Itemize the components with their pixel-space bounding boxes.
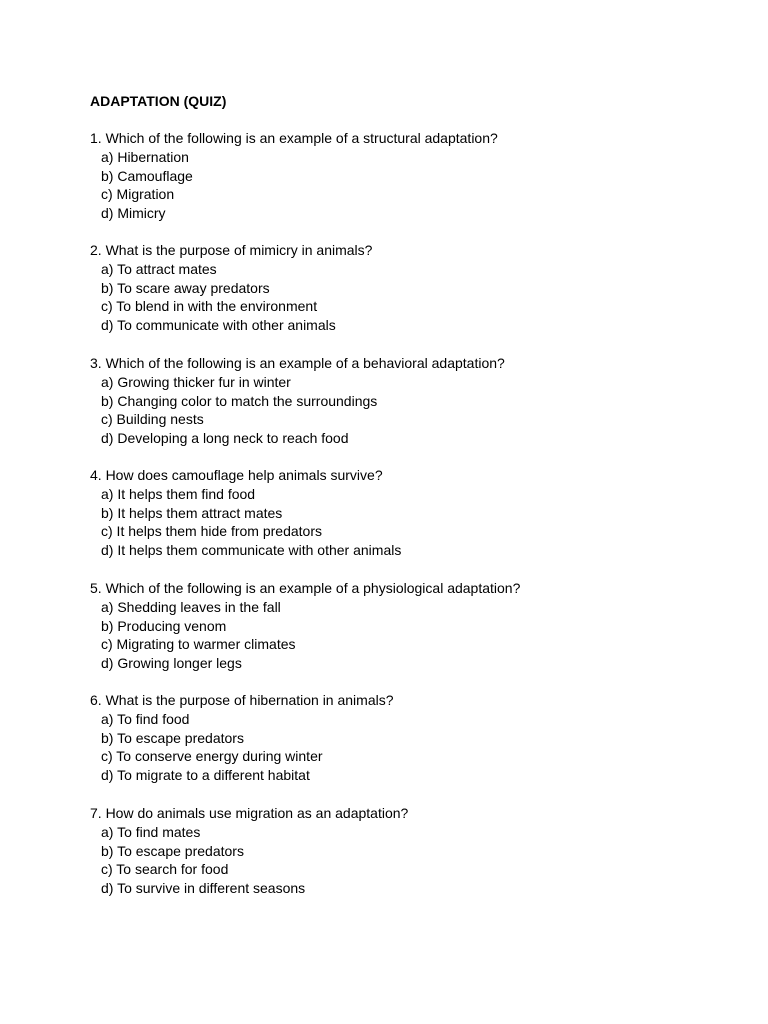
option-d: d) To survive in different seasons: [101, 880, 306, 896]
option-d: d) It helps them communicate with other animals: [101, 542, 402, 558]
options-list: [90, 598, 730, 673]
option-d: d) Developing a long neck to reach food: [101, 430, 349, 446]
question-text: 1. Which of the following is an example of a structural adaptation?: [90, 130, 498, 146]
option-b: b) It helps them attract mates: [101, 504, 283, 521]
option-b: b) Changing color to match the surroundings: [101, 392, 378, 409]
question-block: [90, 579, 730, 673]
option-a: a) Hibernation: [101, 148, 189, 165]
question-block: [90, 129, 730, 223]
options-list: [90, 373, 730, 448]
options-list: [90, 823, 730, 898]
option-b: b) To escape predators: [101, 842, 244, 859]
question-block: [90, 691, 730, 785]
option-c: c) Migration: [101, 186, 175, 203]
question-text: 2. What is the purpose of mimicry in animals?: [90, 242, 373, 258]
question-block: [90, 241, 730, 335]
option-c: c) Building nests: [101, 411, 204, 428]
option-c: c) To blend in with the environment: [101, 298, 318, 315]
question-text: 5. Which of the following is an example of a physiological adaptation?: [90, 580, 521, 596]
question-text: 3. Which of the following is an example of a behavioral adaptation?: [90, 355, 505, 371]
question-text: 6. What is the purpose of hibernation in animals?: [90, 692, 394, 708]
options-list: [90, 148, 730, 223]
question-text: 4. How does camouflage help animals survive?: [90, 467, 383, 483]
question-block: [90, 354, 730, 448]
option-c: c) To conserve energy during winter: [101, 748, 323, 765]
options-list: [90, 710, 730, 785]
question-block: [90, 466, 730, 560]
option-d: d) Growing longer legs: [101, 655, 242, 671]
options-list: [90, 260, 730, 335]
option-b: b) To scare away predators: [101, 279, 270, 296]
option-a: a) To attract mates: [101, 260, 217, 277]
option-b: b) Camouflage: [101, 167, 193, 184]
option-c: c) Migrating to warmer climates: [101, 636, 296, 653]
quiz-title: ADAPTATION (QUIZ): [90, 93, 227, 109]
option-a: a) Growing thicker fur in winter: [101, 373, 291, 390]
option-d: d) To migrate to a different habitat: [101, 767, 310, 783]
option-d: d) To communicate with other animals: [101, 317, 336, 333]
option-b: b) Producing venom: [101, 617, 227, 634]
option-a: a) It helps them find food: [101, 485, 256, 502]
question-block: [90, 804, 730, 898]
option-c: c) To search for food: [101, 861, 229, 878]
options-list: [90, 485, 730, 560]
option-a: a) To find mates: [101, 823, 201, 840]
question-text: 7. How do animals use migration as an adaptation?: [90, 805, 409, 821]
option-d: d) Mimicry: [101, 205, 166, 221]
option-b: b) To escape predators: [101, 729, 244, 746]
option-c: c) It helps them hide from predators: [101, 523, 322, 540]
option-a: a) Shedding leaves in the fall: [101, 598, 281, 615]
option-a: a) To find food: [101, 710, 190, 727]
